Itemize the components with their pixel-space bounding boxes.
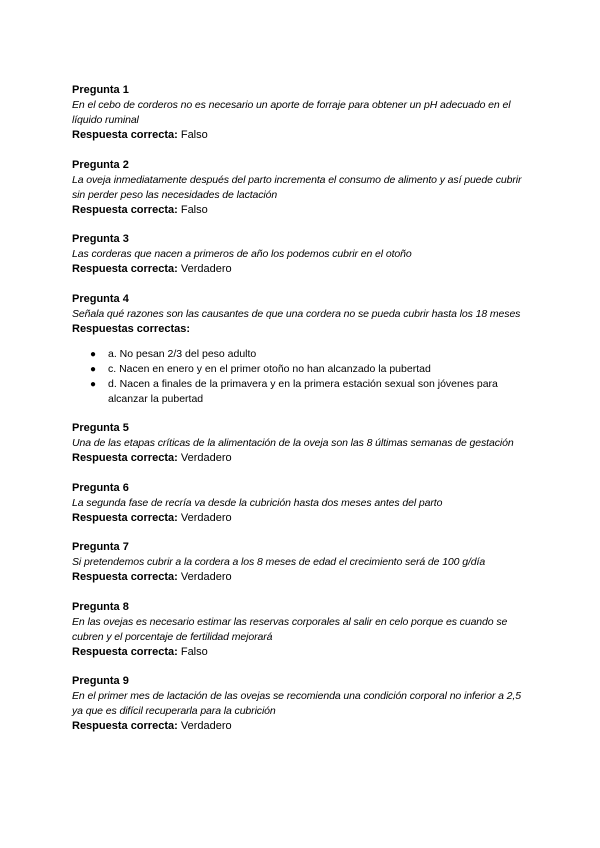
question-6 (72, 481, 532, 526)
answer-label: Respuesta correcta: (72, 645, 178, 658)
question-text: En el cebo de corderos no es necesario un aporte de forraje para obtener un pH adecuado en el líquido ruminal (72, 99, 511, 126)
answers-list (72, 347, 532, 407)
question-title: Pregunta 1 (72, 84, 129, 96)
answer-label: Respuesta correcta: (72, 129, 178, 141)
answer-label: Respuesta correcta: (72, 511, 178, 524)
question-title: Pregunta 6 (72, 481, 129, 494)
question-answer (72, 451, 532, 466)
question-text: Señala qué razones son las causantes de que una cordera no se pueda cubrir hasta los 18 meses (72, 307, 521, 320)
answer-value: Verdadero (180, 263, 232, 275)
question-7 (72, 540, 532, 585)
question-3 (72, 232, 532, 277)
question-answer (72, 719, 532, 734)
answer-label: Respuesta correcta: (72, 263, 178, 275)
list-item (90, 377, 532, 407)
question-text: En el primer mes de lactación de las ovejas se recomienda una condición corporal no inferior a 2,5 ya que es difícil recuperarla para la cubrición (72, 690, 521, 717)
bullet-icon: ● (90, 378, 97, 390)
answer-option: d. Nacen a finales de la primavera y en la primera estación sexual son jóvenes para alcanzar la pubertad (108, 377, 498, 405)
question-text: La oveja inmediatamente después del parto incrementa el consumo de alimento y así puede cubrir sin perder peso las necesidades de lactación (72, 173, 522, 201)
question-text: La segunda fase de recría va desde la cubrición hasta dos meses antes del parto (72, 496, 443, 509)
bullet-icon: ● (90, 348, 97, 360)
answer-value: Verdadero (180, 720, 232, 732)
answer-value: Verdadero (180, 511, 232, 524)
answer-value: Falso (180, 203, 208, 216)
question-answer (72, 203, 532, 218)
bullet-icon: ● (90, 363, 97, 375)
question-answer (72, 570, 532, 585)
list-item (90, 347, 532, 362)
question-text: En las ovejas es necesario estimar las reservas corporales al salir en celo porque es cuando se cubren y el porcentaje de fertilidad mejorará (72, 615, 508, 643)
question-title: Pregunta 9 (72, 675, 129, 687)
question-text: Si pretendemos cubrir a la cordera a los 8 meses de edad el crecimiento será de 100 g/día (72, 556, 486, 568)
answer-value: Falso (180, 645, 208, 658)
answer-label: Respuesta correcta: (72, 452, 178, 464)
question-answer (72, 128, 532, 143)
answer-value: Verdadero (180, 452, 232, 464)
question-title: Pregunta 3 (72, 233, 129, 245)
document-page (72, 83, 532, 749)
question-title: Pregunta 5 (72, 422, 129, 434)
answer-value: Verdadero (180, 571, 232, 583)
question-title: Pregunta 2 (72, 158, 129, 171)
answer-label: Respuesta correcta: (72, 203, 178, 216)
answer-value: Falso (180, 129, 208, 141)
answers-label: Respuestas correctas: (72, 322, 191, 335)
answer-option: a. No pesan 2/3 del peso adulto (108, 347, 257, 360)
answer-label: Respuesta correcta: (72, 720, 178, 732)
list-item (90, 362, 532, 377)
question-1 (72, 83, 532, 143)
question-text: Las corderas que nacen a primeros de año los podemos cubrir en el otoño (72, 248, 412, 260)
question-2 (72, 158, 532, 218)
question-text: Una de las etapas críticas de la alimentación de la oveja son las 8 últimas semanas de gestación (72, 437, 514, 449)
question-answer (72, 645, 532, 660)
answer-option: c. Nacen en enero y en el primer otoño no han alcanzado la pubertad (108, 362, 431, 375)
question-title: Pregunta 4 (72, 292, 129, 305)
question-answer (72, 262, 532, 277)
question-9 (72, 674, 532, 734)
question-5 (72, 421, 532, 466)
question-title: Pregunta 8 (72, 600, 129, 613)
answer-label: Respuesta correcta: (72, 571, 178, 583)
question-title: Pregunta 7 (72, 541, 129, 553)
question-answer (72, 511, 532, 526)
question-4 (72, 292, 532, 407)
question-8 (72, 600, 532, 660)
